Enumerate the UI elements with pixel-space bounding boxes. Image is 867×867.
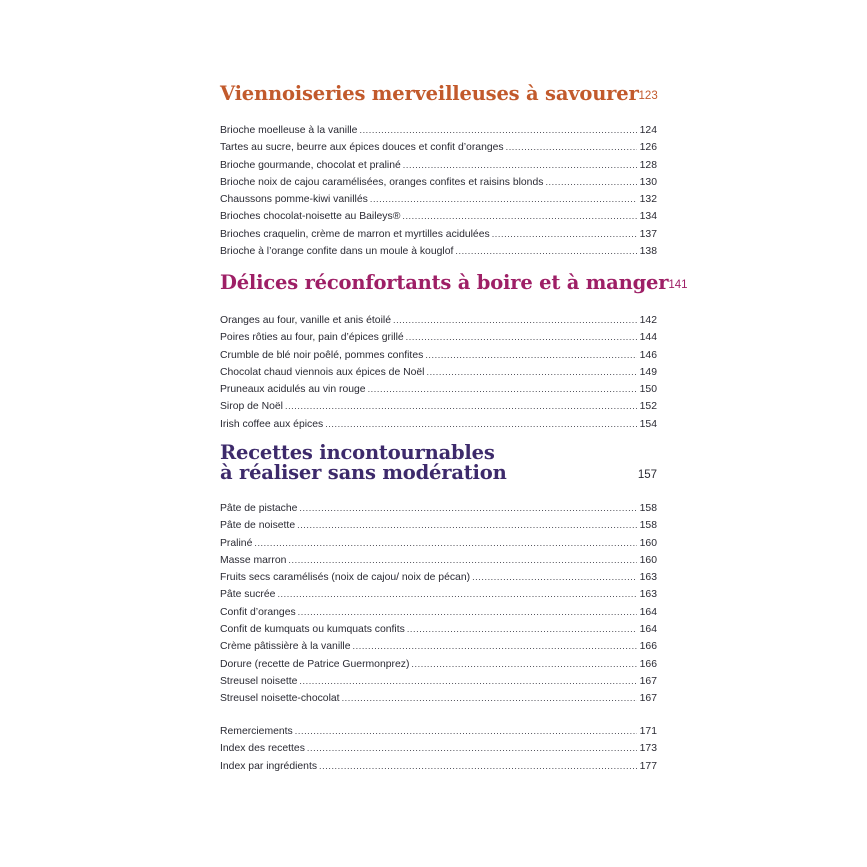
entry-title: Pruneaux acidulés au vin rouge	[220, 384, 366, 396]
toc-entry[interactable]	[220, 740, 657, 757]
toc-entry[interactable]	[220, 398, 657, 415]
dot-leader	[254, 535, 637, 552]
entry-page: 154	[639, 418, 657, 430]
section-title-line: Viennoiseries merveilleuses à savourer	[220, 82, 639, 105]
dot-leader	[307, 740, 637, 757]
entry-title: Confit d’oranges	[220, 606, 296, 618]
entry-page: 160	[639, 554, 657, 566]
section-title-line: Recettes incontournables	[220, 441, 495, 464]
dot-leader	[455, 243, 637, 260]
entry-page: 150	[639, 384, 657, 396]
entry-page: 144	[639, 332, 657, 344]
entry-page: 124	[639, 125, 657, 136]
dot-leader	[299, 500, 637, 517]
toc-entry[interactable]	[220, 381, 657, 398]
entry-title: Poires rôties au four, pain d’épices grillé	[220, 332, 404, 344]
entry-title: Brioche noix de cajou caramélisées, oranges confites et raisins blonds	[220, 176, 544, 188]
dot-leader	[299, 673, 637, 690]
entry-page: 149	[639, 366, 657, 378]
toc-entry[interactable]	[220, 191, 657, 208]
toc-entry[interactable]	[220, 500, 657, 517]
entry-page: 167	[639, 693, 657, 705]
entry-page: 164	[639, 624, 657, 636]
entry-title: Praliné	[220, 537, 253, 549]
entry-title: Pâte de pistache	[220, 503, 298, 514]
section-page-number[interactable]: 141	[668, 279, 688, 291]
dot-leader	[425, 347, 637, 364]
entry-title: Oranges au four, vanille et anis étoilé	[220, 315, 391, 326]
dot-leader	[406, 329, 637, 346]
dot-leader	[407, 621, 637, 638]
entry-title: Pâte de noisette	[220, 520, 296, 532]
entry-page: 177	[639, 760, 657, 772]
entry-page: 130	[639, 176, 657, 188]
entry-page: 166	[639, 658, 657, 670]
dot-leader	[472, 569, 637, 586]
toc-entry[interactable]	[220, 604, 657, 621]
entry-page: 166	[639, 641, 657, 653]
entry-title: Remerciements	[220, 726, 293, 737]
entry-page: 171	[639, 726, 657, 737]
toc-entry[interactable]	[220, 174, 657, 191]
entry-title: Sirop de Noël	[220, 401, 283, 413]
toc-entry[interactable]	[220, 157, 657, 174]
section-title	[220, 443, 507, 483]
entry-page: 134	[639, 211, 657, 223]
entry-page: 163	[639, 572, 657, 584]
entry-page: 158	[639, 503, 657, 514]
section-heading-delices	[220, 271, 688, 294]
dot-leader	[277, 586, 637, 603]
section-page-number[interactable]: 123	[638, 90, 658, 102]
recipe-list-viennoiseries	[220, 122, 657, 260]
entry-title: Chaussons pomme-kiwi vanillés	[220, 194, 368, 206]
entry-page: 163	[639, 589, 657, 601]
toc-entry[interactable]	[220, 758, 657, 775]
entry-page: 137	[639, 228, 657, 240]
entry-page: 126	[639, 142, 657, 154]
dot-leader	[298, 604, 637, 621]
entry-title: Irish coffee aux épices	[220, 418, 324, 430]
dot-leader	[353, 638, 637, 655]
dot-leader	[492, 226, 637, 243]
toc-entry[interactable]	[220, 638, 657, 655]
dot-leader	[370, 191, 637, 208]
dot-leader	[506, 139, 637, 156]
entry-title: Crumble de blé noir poêlé, pommes confites	[220, 349, 424, 361]
entry-title: Index par ingrédients	[220, 760, 318, 772]
entry-title: Streusel noisette-chocolat	[220, 693, 340, 705]
entry-title: Fruits secs caramélisés (noix de cajou/ noix de pécan)	[220, 572, 471, 584]
section-title	[220, 273, 668, 293]
entry-page: 173	[639, 743, 657, 755]
dot-leader	[411, 656, 637, 673]
entry-page: 158	[639, 520, 657, 532]
toc-entry[interactable]	[220, 690, 657, 707]
toc-entry[interactable]	[220, 517, 657, 534]
dot-leader	[393, 312, 637, 329]
dot-leader	[295, 723, 637, 740]
entry-title: Pâte sucrée	[220, 589, 276, 601]
entry-title: Brioche gourmande, chocolat et praliné	[220, 159, 401, 171]
entry-page: 132	[639, 194, 657, 206]
entry-title: Crème pâtissière à la vanille	[220, 641, 351, 653]
section-page-number[interactable]: 157	[637, 469, 657, 481]
toc-entry[interactable]	[220, 416, 657, 433]
entry-page: 152	[639, 401, 657, 413]
toc-entry[interactable]	[220, 243, 657, 260]
entry-title: Index des recettes	[220, 743, 305, 755]
entry-title: Brioches craquelin, crème de marron et myrtilles acidulées	[220, 228, 490, 240]
dot-leader	[426, 364, 637, 381]
recipe-list-delices	[220, 312, 657, 433]
toc-entry[interactable]	[220, 535, 657, 552]
dot-leader	[359, 122, 637, 139]
entry-page: 138	[639, 246, 657, 258]
toc-entry[interactable]	[220, 347, 657, 364]
dot-leader	[288, 552, 637, 569]
entry-page: 128	[639, 159, 657, 171]
recipe-list-recettes	[220, 500, 657, 708]
entry-title: Chocolat chaud viennois aux épices de Noël	[220, 366, 425, 378]
entry-page: 160	[639, 537, 657, 549]
toc-entry[interactable]	[220, 329, 657, 346]
entry-title: Confit de kumquats ou kumquats confits	[220, 624, 405, 636]
section-title-line: à réaliser sans modération	[220, 461, 507, 484]
back-matter-list	[220, 723, 657, 775]
section-heading-recettes	[220, 443, 657, 483]
entry-title: Tartes au sucre, beurre aux épices douces et confit d’oranges	[220, 142, 504, 154]
section-heading-viennoiseries	[220, 84, 657, 104]
table-of-contents-page	[220, 0, 688, 867]
toc-entry[interactable]	[220, 208, 657, 225]
dot-leader	[545, 174, 637, 191]
toc-entry[interactable]	[220, 673, 657, 690]
toc-entry[interactable]	[220, 656, 657, 673]
toc-entry[interactable]	[220, 364, 657, 381]
dot-leader	[297, 517, 637, 534]
toc-entry[interactable]	[220, 621, 657, 638]
dot-leader	[325, 416, 637, 433]
dot-leader	[342, 690, 637, 707]
dot-leader	[402, 208, 637, 225]
section-title	[220, 84, 639, 104]
entry-title: Brioche à l’orange confite dans un moule à kouglof	[220, 246, 454, 258]
dot-leader	[319, 758, 637, 775]
dot-leader	[368, 381, 637, 398]
entry-page: 164	[639, 606, 657, 618]
entry-title: Brioches chocolat-noisette au Baileys®	[220, 211, 401, 223]
toc-entry[interactable]	[220, 312, 657, 329]
toc-entry[interactable]	[220, 586, 657, 603]
entry-title: Masse marron	[220, 554, 287, 566]
entry-page: 167	[639, 675, 657, 687]
toc-entry[interactable]	[220, 122, 657, 139]
section-title-line: Délices réconfortants à boire et à manger	[220, 271, 669, 294]
toc-entry[interactable]	[220, 226, 657, 243]
entry-page: 146	[639, 349, 657, 361]
entry-title: Streusel noisette	[220, 675, 298, 687]
toc-entry[interactable]	[220, 139, 657, 156]
entry-title: Dorure (recette de Patrice Guermonprez)	[220, 658, 410, 670]
dot-leader	[285, 398, 637, 415]
dot-leader	[403, 157, 637, 174]
entry-title: Brioche moelleuse à la vanille	[220, 125, 358, 136]
toc-entry[interactable]	[220, 552, 657, 569]
toc-entry[interactable]	[220, 723, 657, 740]
toc-entry[interactable]	[220, 569, 657, 586]
entry-page: 142	[639, 315, 657, 326]
